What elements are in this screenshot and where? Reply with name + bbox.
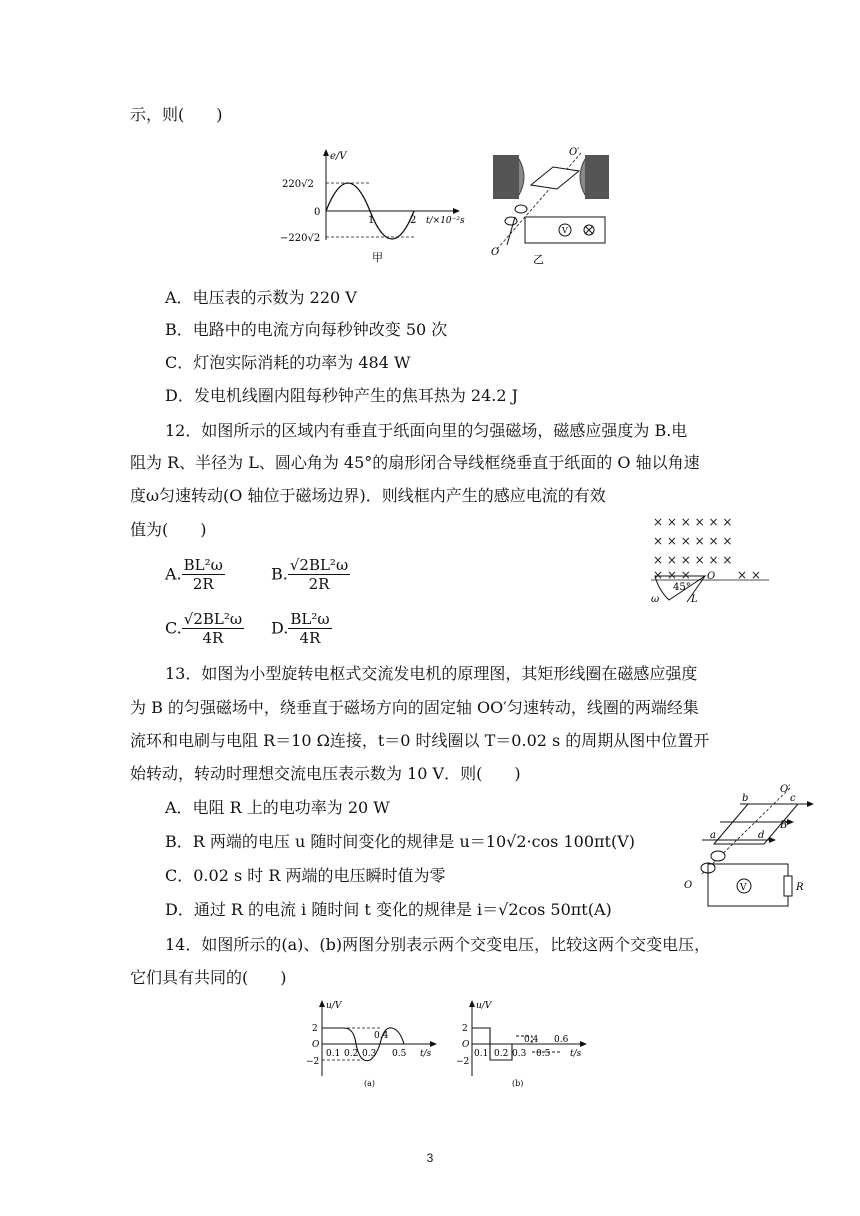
svg-text:× ×: × × xyxy=(737,568,761,582)
q12-d-den: 4R xyxy=(299,629,321,647)
q12-option-d[interactable] xyxy=(271,610,332,647)
q13-option-c[interactable]: C．0.02 s 时 R 两端的电压瞬时值为零 xyxy=(165,866,446,885)
q12-stem-line3: 度ω匀速转动(O 轴位于磁场边界)．则线框内产生的感应电流的有效 xyxy=(130,486,606,505)
jia-ytop: 220√2 xyxy=(282,179,314,190)
q12-c-num: √2BL²ω xyxy=(183,610,243,628)
q14b-yzero: O xyxy=(462,1040,470,1050)
q12-stem-line2: 阻为 R、半径为 L、圆心角为 45°的扇形闭合导线框绕垂直于纸面的 O 轴以角速 xyxy=(130,453,700,472)
svg-text:× × × × × ×: × × × × × × xyxy=(653,534,733,548)
q12-option-b[interactable] xyxy=(271,556,350,593)
figure-q12-sector-field xyxy=(645,510,775,605)
q14b-top-tick-1: 0.6 xyxy=(554,1035,569,1045)
q14a-ytop: 2 xyxy=(312,1024,318,1034)
q12-a-den: 2R xyxy=(192,575,214,593)
jia-ybot: −220√2 xyxy=(280,233,321,244)
q14a-peak: 0.4 xyxy=(374,1031,389,1041)
q14a-ylabel: u/V xyxy=(326,1001,342,1011)
jia-x2: 2 xyxy=(410,215,417,226)
q12-option-a-label: A. xyxy=(165,564,182,584)
q12-option-d-fraction xyxy=(288,610,331,647)
q14a-xlabel: t/s xyxy=(420,1049,432,1059)
svg-text:× × × × × ×: × × × × × × xyxy=(653,553,733,567)
figure-jia-emf-graph xyxy=(280,145,480,265)
yi-label-top: O′ xyxy=(569,147,580,158)
q12-option-b-fraction xyxy=(288,556,350,593)
q14b-xlabel: t/s xyxy=(570,1049,582,1059)
q12-stem-line4: 值为( ) xyxy=(130,520,207,539)
svg-text:× × × × × ×: × × × × × × xyxy=(653,515,733,529)
q13-option-d[interactable]: D．通过 R 的电流 i 随时间 t 变化的规律是 i＝√2cos 50πt(A) xyxy=(165,900,612,919)
q14b-ybot: −2 xyxy=(456,1057,470,1067)
q12-option-a[interactable] xyxy=(165,556,225,593)
q13-stem-line2: 为 B 的匀强磁场中，绕垂直于磁场方向的固定轴 OO′匀速转动，线圈的两端经集 xyxy=(130,698,699,717)
q13-stem-line1: 13．如图为小型旋转电枢式交流发电机的原理图，其矩形线圈在磁感应强度 xyxy=(165,664,698,683)
q12-fig-omega: ω xyxy=(651,594,660,605)
q14a-xtick-0: 0.1 xyxy=(326,1049,341,1059)
figure-q14a-voltage-graph xyxy=(300,998,445,1093)
q12-option-a-fraction xyxy=(182,556,225,593)
yi-label-bottom: O xyxy=(491,247,500,258)
svg-text:× × ×: × × × xyxy=(653,568,691,582)
q12-fig-l: L xyxy=(691,594,698,605)
q14a-caption: (a) xyxy=(364,1079,376,1088)
q12-b-num: √2BL²ω xyxy=(289,556,349,574)
q13-stem-line4: 始转动，转动时理想交流电压表示数为 10 V．则( ) xyxy=(130,764,521,783)
figure-q14b-voltage-graph xyxy=(450,998,595,1093)
q12-option-c-fraction xyxy=(182,610,244,647)
q14a-yzero: O xyxy=(312,1040,320,1050)
q14-stem-line1: 14．如图所示的(a)、(b)两图分别表示两个交变电压，比较这两个交变电压， xyxy=(165,935,711,954)
q12-option-d-label: D. xyxy=(271,618,289,638)
q14b-ylabel: u/V xyxy=(476,1001,492,1011)
q14b-top-tick-0: 0.4 xyxy=(524,1035,539,1045)
jia-caption: 甲 xyxy=(372,251,383,264)
q14-stem-line2: 它们具有共同的( ) xyxy=(130,968,287,987)
q13-option-a[interactable]: A．电阻 R 上的电功率为 20 W xyxy=(165,798,390,817)
q14a-ybot: −2 xyxy=(306,1057,320,1067)
q11-option-d[interactable]: D．发电机线圈内阻每秒钟产生的焦耳热为 24.2 J xyxy=(165,386,519,405)
jia-ylabel: e/V xyxy=(330,151,347,162)
q14b-xtick-2: 0.3 xyxy=(512,1049,527,1059)
q13-stem-line3: 流环和电刷与电阻 R＝10 Ω连接，t＝0 时线圈以 T＝0.02 s 的周期从图中位置开 xyxy=(130,731,710,750)
jia-xlabel: t/×10⁻²s xyxy=(426,216,465,226)
jia-yzero: 0 xyxy=(314,207,321,218)
q14b-xtick-3: 0.5 xyxy=(536,1049,551,1059)
q13-fig-otop: O′ xyxy=(780,784,791,795)
question-stem-tail: 示，则( ) xyxy=(130,105,223,124)
q12-b-den: 2R xyxy=(308,575,330,593)
figure-yi-generator xyxy=(485,145,615,265)
q11-option-a[interactable]: A．电压表的示数为 220 V xyxy=(165,288,357,307)
q13-fig-B: B xyxy=(780,820,788,831)
q14b-caption: (b) xyxy=(512,1079,524,1088)
q13-fig-c: c xyxy=(790,793,796,804)
q12-c-den: 4R xyxy=(202,629,224,647)
q12-a-num: BL²ω xyxy=(183,556,223,574)
q12-option-c[interactable] xyxy=(165,610,244,647)
q14a-xtick-1: 0.2 xyxy=(344,1049,359,1059)
q14b-xtick-1: 0.2 xyxy=(494,1049,509,1059)
jia-x1: 1 xyxy=(368,215,375,226)
q14b-ytop: 2 xyxy=(462,1024,468,1034)
q14a-xtick-2: 0.3 xyxy=(362,1049,377,1059)
q13-fig-v: V xyxy=(740,883,747,893)
q12-option-b-label: B. xyxy=(271,564,288,584)
q11-option-b[interactable]: B．电路中的电流方向每秒钟改变 50 次 xyxy=(165,320,448,339)
q13-option-b[interactable]: B．R 两端的电压 u 随时间变化的规律是 u＝10√2·cos 100πt(V) xyxy=(165,832,635,851)
q13-fig-r: R xyxy=(796,882,804,893)
q14b-xtick-0: 0.1 xyxy=(474,1049,489,1059)
q11-option-c[interactable]: C．灯泡实际消耗的功率为 484 W xyxy=(165,353,411,372)
q14a-xtick-3: 0.5 xyxy=(392,1049,407,1059)
q12-fig-angle: 45° xyxy=(673,582,691,593)
yi-caption: 乙 xyxy=(533,253,544,265)
page-number: 3 xyxy=(426,1151,434,1165)
q12-d-num: BL²ω xyxy=(290,610,330,628)
figure-q13-generator xyxy=(680,782,820,910)
q12-stem-line1: 12．如图所示的区域内有垂直于纸面向里的匀强磁场，磁感应强度为 B.电 xyxy=(165,421,688,440)
q12-option-c-label: C. xyxy=(165,618,182,638)
q13-fig-b: b xyxy=(742,793,749,804)
q13-fig-obot: O xyxy=(684,880,693,891)
q13-fig-d: d xyxy=(758,830,765,841)
yi-meter: V xyxy=(562,226,568,235)
q13-fig-a: a xyxy=(710,830,716,841)
q12-fig-o: O xyxy=(707,571,716,582)
